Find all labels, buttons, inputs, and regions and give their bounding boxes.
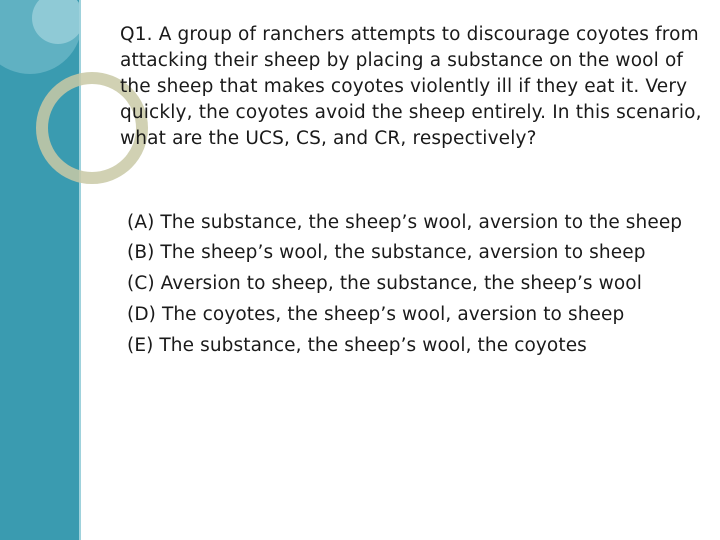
option-a: (A) The substance, the sheep’s wool, aversion to the sheep [127,212,683,233]
option-d: (D) The coyotes, the sheep’s wool, aversion to sheep [127,304,625,325]
question-text: Q1. A group of ranchers attempts to discourage coyotes from attacking their sheep by placing a substance on the wool of the sheep that makes coyotes violently ill if they eat it. Very quickly, the coyotes avoid the sheep entirely. In this scenario, what are the UCS, CS, and CR, respectively? [120,24,702,149]
option-e: (E) The substance, the sheep’s wool, the coyotes [127,335,587,356]
answer-options [127,210,687,364]
option-b: (B) The sheep’s wool, the substance, aversion to sheep [127,242,646,263]
option-c: (C) Aversion to sheep, the substance, the sheep’s wool [127,273,642,294]
